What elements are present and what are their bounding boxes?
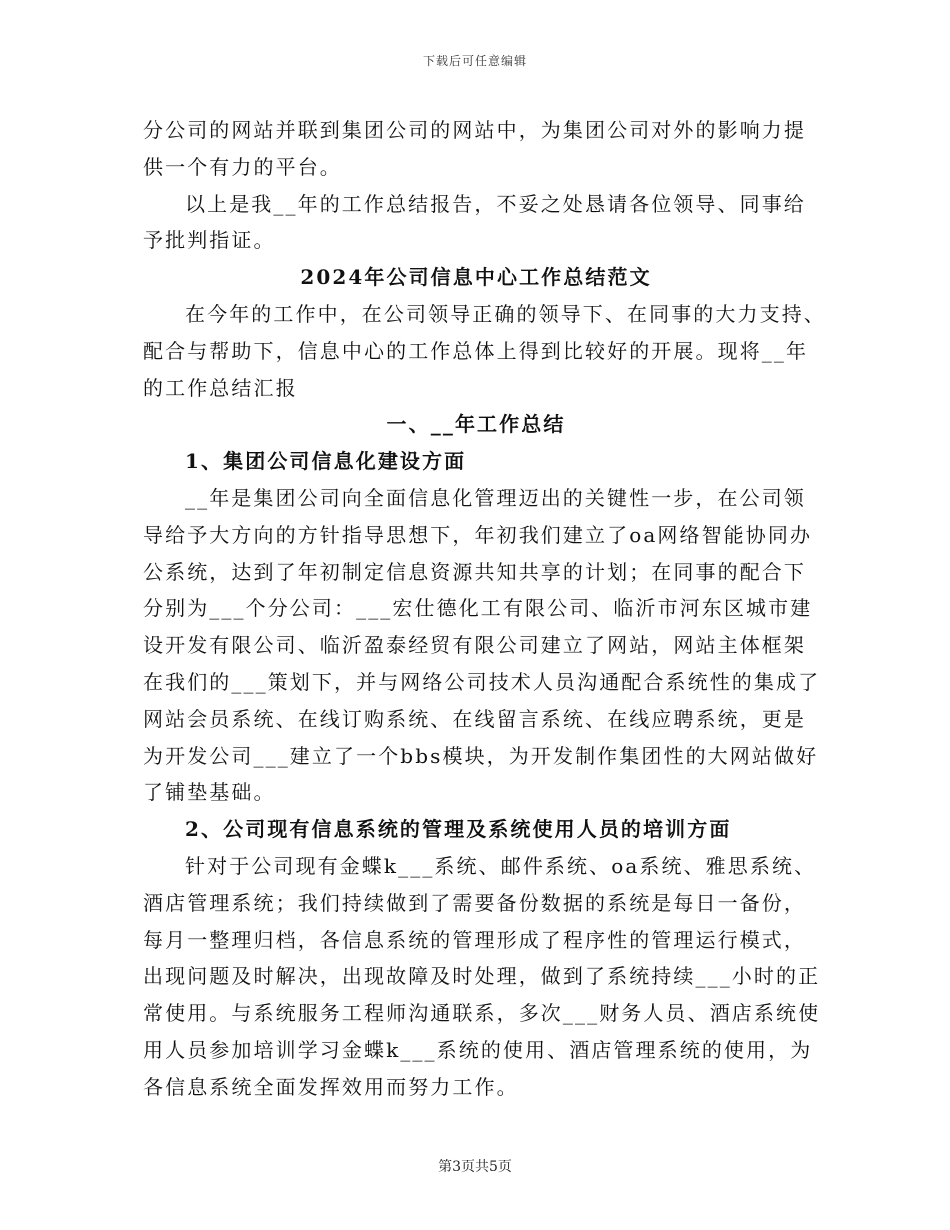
page-header: 下载后可任意编辑 (422, 54, 527, 68)
paragraph-line: 分别为___个分公司：___宏仕德化工有限公司、临沂市河东区城市建 (143, 596, 813, 621)
page-footer: 第3页共5页 (438, 1159, 512, 1175)
subsection-heading: 1、集团公司信息化建设方面 (185, 449, 467, 474)
paragraph-line: 酒店管理系统；我们持续做到了需要备份数据的系统是每日一备份， (143, 890, 806, 915)
paragraph-line: 常使用。与系统服务工程师沟通联系，多次___财务人员、酒店系统使 (143, 1001, 821, 1026)
paragraph-line: 的工作总结汇报 (143, 375, 298, 400)
paragraph-line: 网站会员系统、在线订购系统、在线留言系统、在线应聘系统，更是 (143, 706, 806, 731)
paragraph-line: 了铺垫基础。 (143, 780, 276, 805)
paragraph-line: __年是集团公司向全面信息化管理迈出的关键性一步，在公司领 (185, 485, 806, 510)
section-title: 2024年公司信息中心工作总结范文 (300, 265, 652, 290)
paragraph-line: 在我们的___策划下，并与网络公司技术人员沟通配合系统性的集成了 (143, 669, 821, 694)
paragraph-line: 以上是我__年的工作总结报告，不妥之处恳请各位领导、同事给 (185, 191, 806, 216)
section-heading: 一、__年工作总结 (386, 412, 566, 437)
paragraph-line: 在今年的工作中，在公司领导正确的领导下、在同事的大力支持、 (185, 301, 826, 326)
paragraph-line: 导给予大方向的方针指导思想下，年初我们建立了oa网络智能协同办 (143, 522, 813, 547)
paragraph-line: 予批判指证。 (143, 228, 276, 253)
paragraph-line: 设开发有限公司、临沂盈泰经贸有限公司建立了网站，网站主体框架 (143, 633, 806, 658)
paragraph-line: 供一个有力的平台。 (143, 154, 342, 179)
subsection-heading: 2、公司现有信息系统的管理及系统使用人员的培训方面 (185, 817, 732, 842)
paragraph-line: 配合与帮助下，信息中心的工作总体上得到比较好的开展。现将__年 (143, 338, 809, 363)
paragraph-line: 为开发公司___建立了一个bbs模块，为开发制作集团性的大网站做好 (143, 743, 819, 768)
paragraph-line: 出现问题及时解决，出现故障及时处理，做到了系统持续___小时的正 (143, 964, 821, 989)
paragraph-line: 各信息系统全面发挥效用而努力工作。 (143, 1074, 519, 1099)
document-body (143, 112, 826, 1106)
paragraph-line: 分公司的网站并联到集团公司的网站中，为集团公司对外的影响力提 (143, 118, 806, 142)
paragraph-line: 每月一整理归档，各信息系统的管理形成了程序性的管理运行模式， (143, 927, 806, 952)
paragraph-line: 公系统，达到了年初制定信息资源共知共享的计划；在同事的配合下 (143, 559, 806, 584)
paragraph-line: 针对于公司现有金蝶k___系统、邮件系统、oa系统、雅思系统、 (185, 853, 817, 878)
paragraph-line: 用人员参加培训学习金蝶k___系统的使用、酒店管理系统的使用，为 (143, 1037, 813, 1062)
